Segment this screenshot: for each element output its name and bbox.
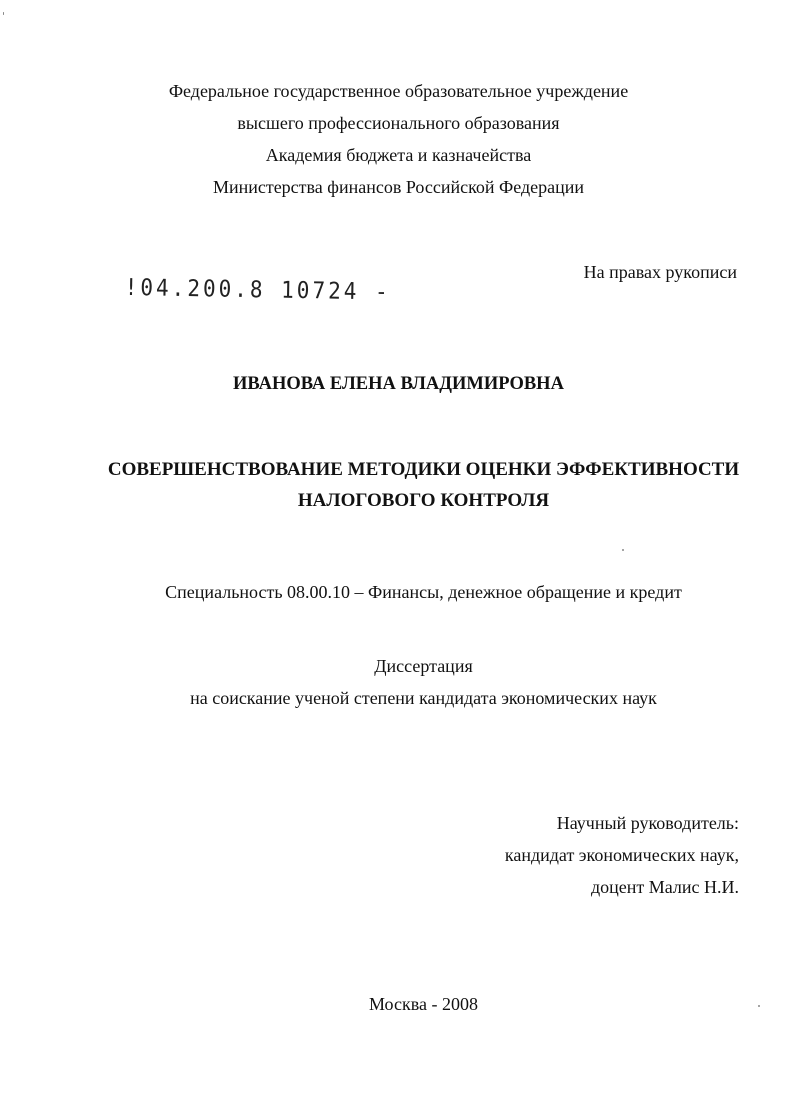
manuscript-note: На правах рукописи: [583, 262, 737, 282]
dissertation-label: Диссертация: [374, 656, 473, 676]
dissertation-title-line-2: НАЛОГОВОГО КОНТРОЛЯ: [297, 490, 550, 511]
city-year: Москва - 2008: [369, 994, 478, 1014]
institution-line-2: высшего профессионального образования: [237, 113, 560, 133]
scan-speck: [622, 549, 624, 551]
institution-line-1: Федеральное государственное образовательное учреждение: [168, 81, 629, 101]
author-name: ИВАНОВА ЕЛЕНА ВЛАДИМИРОВНА: [233, 374, 564, 394]
supervisor-degree: кандидат экономических наук,: [504, 845, 739, 865]
institution-line-4: Министерства финансов Российской Федерации: [212, 177, 585, 197]
degree-sought: на соискание ученой степени кандидата экономических наук: [190, 688, 657, 708]
archive-stamp-number: !04.200.8 10724 -: [124, 274, 391, 306]
dissertation-title-line-1: СОВЕРШЕНСТВОВАНИЕ МЕТОДИКИ ОЦЕНКИ ЭФФЕКТИВНОСТИ: [107, 459, 740, 480]
scan-speck: [758, 1005, 760, 1007]
supervisor-label: Научный руководитель:: [556, 813, 739, 833]
specialty: Специальность 08.00.10 – Финансы, денежное обращение и кредит: [165, 582, 682, 602]
scan-speck: [3, 12, 4, 15]
supervisor-name: доцент Малис Н.И.: [590, 877, 739, 897]
institution-line-3: Академия бюджета и казначейства: [265, 145, 532, 165]
